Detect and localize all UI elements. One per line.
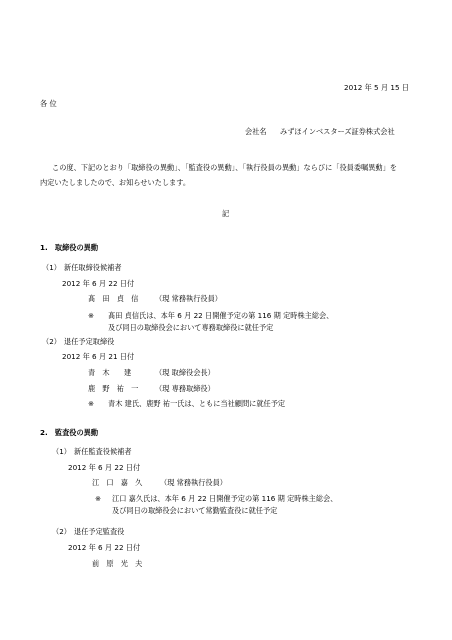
section-2-sub-2-label: （2） <box>52 527 71 536</box>
section-1-sub-2-label: （2） <box>42 337 61 346</box>
section-2-sub-1-person-role: （現 常務執行役員） <box>160 478 227 487</box>
section-1-sub-1-title: 新任取締役候補者 <box>64 263 122 272</box>
section-1-sub-1-date: 2012 年 6 月 22 日付 <box>62 279 135 288</box>
intro-line-2: 内定いたしましたので、お知らせいたします。 <box>40 178 191 187</box>
ki-heading: 記 <box>222 209 230 218</box>
section-1-sub-2-date: 2012 年 6 月 21 日付 <box>62 352 135 361</box>
section-1-sub-1-person-name: 髙 田 貞 信 <box>88 294 139 303</box>
section-2-sub-1-note-mark: ※ <box>95 494 102 503</box>
company-label: 会社名 <box>245 127 267 136</box>
release-date: 2012 年 5 月 15 日 <box>344 83 409 92</box>
section-1-sub-2-note-mark: ※ <box>88 399 95 408</box>
section-1-sub-2-person-1-name: 青 木 建 <box>88 368 132 377</box>
section-2-title: 2. 監査役の異動 <box>40 428 99 437</box>
section-2-sub-1-date: 2012 年 6 月 22 日付 <box>68 463 141 472</box>
section-1-sub-1-note-mark: ※ <box>88 311 95 320</box>
section-1-sub-2-person-2-name: 鹿 野 祐 一 <box>88 384 139 393</box>
section-1-sub-2-person-1-role: （現 取締役会長） <box>155 368 215 377</box>
section-1-sub-1-person-role: （現 常務執行役員） <box>155 294 222 303</box>
section-1-sub-2-person-2-role: （現 専務取締役） <box>155 384 215 393</box>
section-2-sub-1-label: （1） <box>52 447 71 456</box>
section-1-title: 1. 取締役の異動 <box>40 243 99 252</box>
section-1-sub-1-label: （1） <box>42 263 61 272</box>
section-2-sub-2-date: 2012 年 6 月 22 日付 <box>68 543 141 552</box>
section-2-sub-1-note-line-2: 及び同日の取締役会において常勤監査役に就任予定 <box>112 506 278 515</box>
addressee: 各 位 <box>40 99 57 108</box>
section-2-sub-1-title: 新任監査役候補者 <box>74 447 132 456</box>
section-2-sub-2-person-name: 前 原 光 夫 <box>92 559 143 568</box>
company-name: みずほインベスターズ証券株式会社 <box>280 127 395 136</box>
section-2-sub-1-person-name: 江 口 嘉 久 <box>92 478 143 487</box>
section-1-sub-2-title: 退任予定取締役 <box>64 337 115 346</box>
intro-line-1: この度、下記のとおり「取締役の異動」、「監査役の異動」、「執行役員の異動」ならびに「役員委嘱異動」を <box>52 163 397 172</box>
section-2-sub-1-note-line-1: 江口 嘉久氏は、本年 6 月 22 日開催予定の第 116 期 定時株主総会、 <box>112 494 338 503</box>
section-2-sub-2-title: 退任予定監査役 <box>74 527 125 536</box>
section-1-sub-1-note-line-2: 及び同日の取締役会において専務取締役に就任予定 <box>108 323 274 332</box>
section-1-sub-1-note-line-1: 髙田 貞信氏は、本年 6 月 22 日開催予定の第 116 期 定時株主総会、 <box>108 311 334 320</box>
section-1-sub-2-note-line-1: 青木 建氏、鹿野 祐一氏は、ともに当社顧問に就任予定 <box>108 399 286 408</box>
